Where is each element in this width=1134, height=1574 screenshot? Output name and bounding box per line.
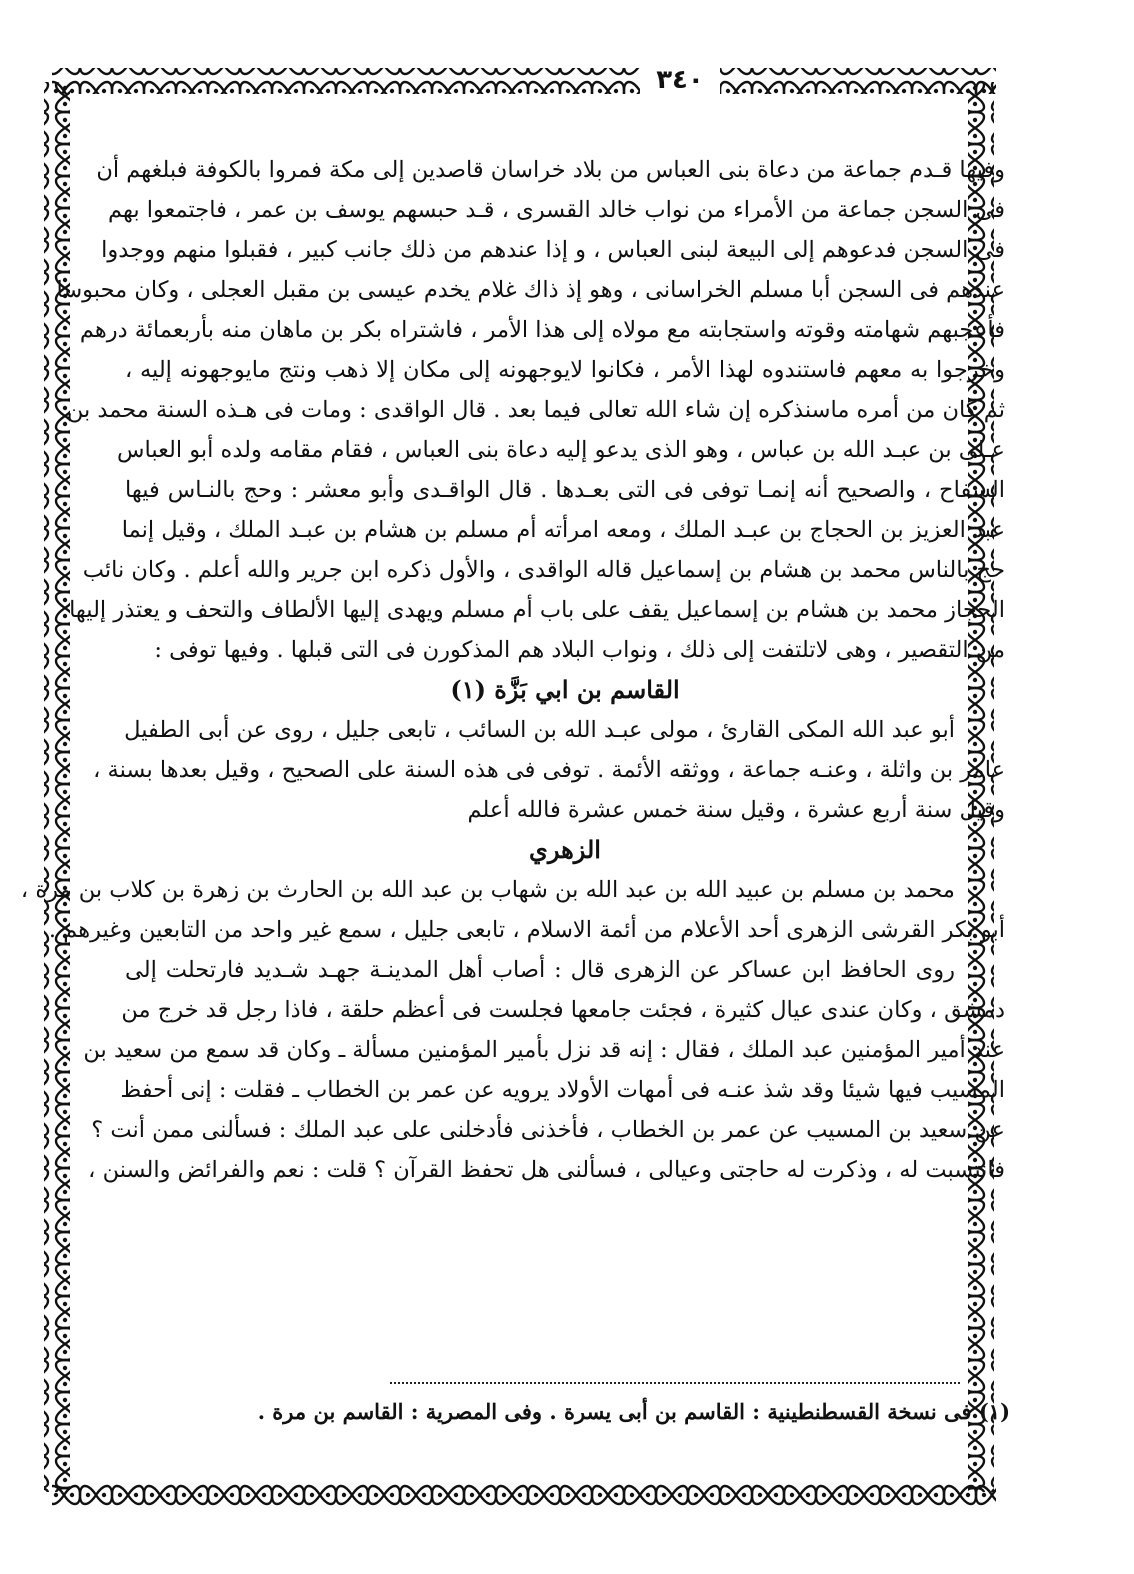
text-line: عبد العزيز بن الحجاج بن عبـد الملك ، ومعه امرأته أم مسلم بن هشام بن عبـد الملك ، وقيل إنما <box>121 517 1005 543</box>
text-line: عـلى بن عبـد الله بن عباس ، وهو الذى يدعو إليه دعاة بنى العباس ، فقام مقامه ولده أبو العباس <box>117 437 1005 463</box>
text-line: السفاح ، والصحيح أنه إنمـا توفى فى التى بعـدها . قال الواقـدى وأبو معشر : وحج بالنـاس فيها <box>125 477 1005 503</box>
main-text <box>20 150 1005 1190</box>
text-line: عامر بن واثلة ، وعنـه جماعة ، ووثقه الأئمة . توفى فى هذه السنة على الصحيح ، وقيل بعدها بسنة ، <box>93 757 1005 783</box>
text-line: من التقصير ، وهى لاتلتفت إلى ذلك ، ونواب البلاد هم المذكورن فى التى قبلها . وفيها توفى : <box>154 637 1005 663</box>
text-line: وقيل سنة أربع عشرة ، وقيل سنة خمس عشرة فالله أعلم <box>467 797 1005 823</box>
text-line: أبو عبد الله المكى القارئ ، مولى عبـد الله بن السائب ، تابعى جليل ، روى عن أبى الطفيل <box>124 717 955 743</box>
text-line: وخرجوا به معهم فاستندوه لهذا الأمر ، فكانوا لايوجهونه إلى مكان إلا ذهب ونتج مايوجهونه إليه ، <box>125 357 1005 383</box>
footnote: (١) فى نسخة القسطنطينية : القاسم بن أبى يسرة . وفى المصرية : القاسم بن مرة . <box>257 1399 1010 1424</box>
text-line: فى السجن فدعوهم إلى البيعة لبنى العباس ، و إذا عندهم من ذلك جانب كبير ، فقبلوا منهم ووجدوا <box>101 237 1005 263</box>
text-line: روى الحافظ ابن عساكر عن الزهرى قال : أصاب أهل المدينـة جهـد شـديد فارتحلت إلى <box>125 957 955 983</box>
text-line: حج بالناس محمد بن هشام بن إسماعيل قاله الواقدى ، والأول ذكره ابن جرير والله أعلم . وكان نائب <box>82 557 1005 583</box>
heading-qasim: القاسم بن ابي بَزَّة (١) <box>450 675 680 704</box>
text-line: المسيب فيها شيئا وقد شذ عنـه فى أمهات الأولاد يرويه عن عمر بن الخطاب ـ فقلت : إنى أحفظ <box>120 1077 1005 1103</box>
text-line: ثم كان من أمره ماسنذكره إن شاء الله تعالى فيما بعد . قال الواقدى : ومات فى هـذه السنة محمد بن <box>66 397 1005 423</box>
text-line: فى السجن جماعة من الأمراء من نواب خالد القسرى ، قـد حبسهم يوسف بن عمر ، فاجتمعوا بهم <box>108 197 1005 223</box>
text-line: عندهم فى السجن أبا مسلم الخراسانى ، وهو إذ ذاك غلام يخدم عيسى بن مقبل العجلى ، وكان محبوسا <box>56 277 1005 303</box>
text-line: محمد بن مسلم بن عبيد الله بن عبد الله بن شهاب بن عبد الله بن الحارث بن زهرة بن كلاب بن مرة ، <box>20 877 955 903</box>
text-line: دمشق ، وكان عندى عيال كثيرة ، فجئت جامعها فجلست فى أعظم حلقة ، فاذا رجل قد خرج من <box>121 997 1005 1023</box>
text-line: عن سعيد بن المسيب عن عمر بن الخطاب ، فأخذنى فأدخلنى على عبد الملك : فسألنى ممن أنت ؟ <box>91 1117 1005 1143</box>
paragraph-events <box>56 150 1005 670</box>
text-line: وفيها قـدم جماعة من دعاة بنى العباس من بلاد خراسان قاصدين إلى مكة فمروا بالكوفة فبلغهم أن <box>96 157 1005 183</box>
text-line: فانتسبت له ، وذكرت له حاجتى وعيالى ، فسألنى هل تحفظ القرآن ؟ قلت : نعم والفرائض والسنن ، <box>88 1157 1005 1183</box>
footnote-divider <box>390 1382 960 1384</box>
heading-zuhri: الزهري <box>529 835 601 864</box>
paragraph-zuhri <box>20 870 1005 1190</box>
text-line: أبو بكر القرشى الزهرى أحد الأعلام من أئمة الاسلام ، تابعى جليل ، سمع غير واحد من التابعين وغيرهم . <box>48 917 1005 943</box>
paragraph-qasim <box>93 710 1005 830</box>
text-line: فأعجبهم شهامته وقوته واستجابته مع مولاه إلى هذا الأمر ، فاشتراه بكر بن ماهان منه بأربعمائة درهم <box>79 317 1005 343</box>
text-line: الحجاز محمد بن هشام بن إسماعيل يقف على باب أم مسلم ويهدى إليها الألطاف والتحف و يعتذر إليها <box>69 597 1005 623</box>
text-line: عند أمير المؤمنين عبد الملك ، فقال : إنه قد نزل بأمير المؤمنين مسألة ـ وكان قد سمع من سعيد بن <box>83 1037 1005 1063</box>
page-number: ٣٤٠ <box>640 62 720 98</box>
